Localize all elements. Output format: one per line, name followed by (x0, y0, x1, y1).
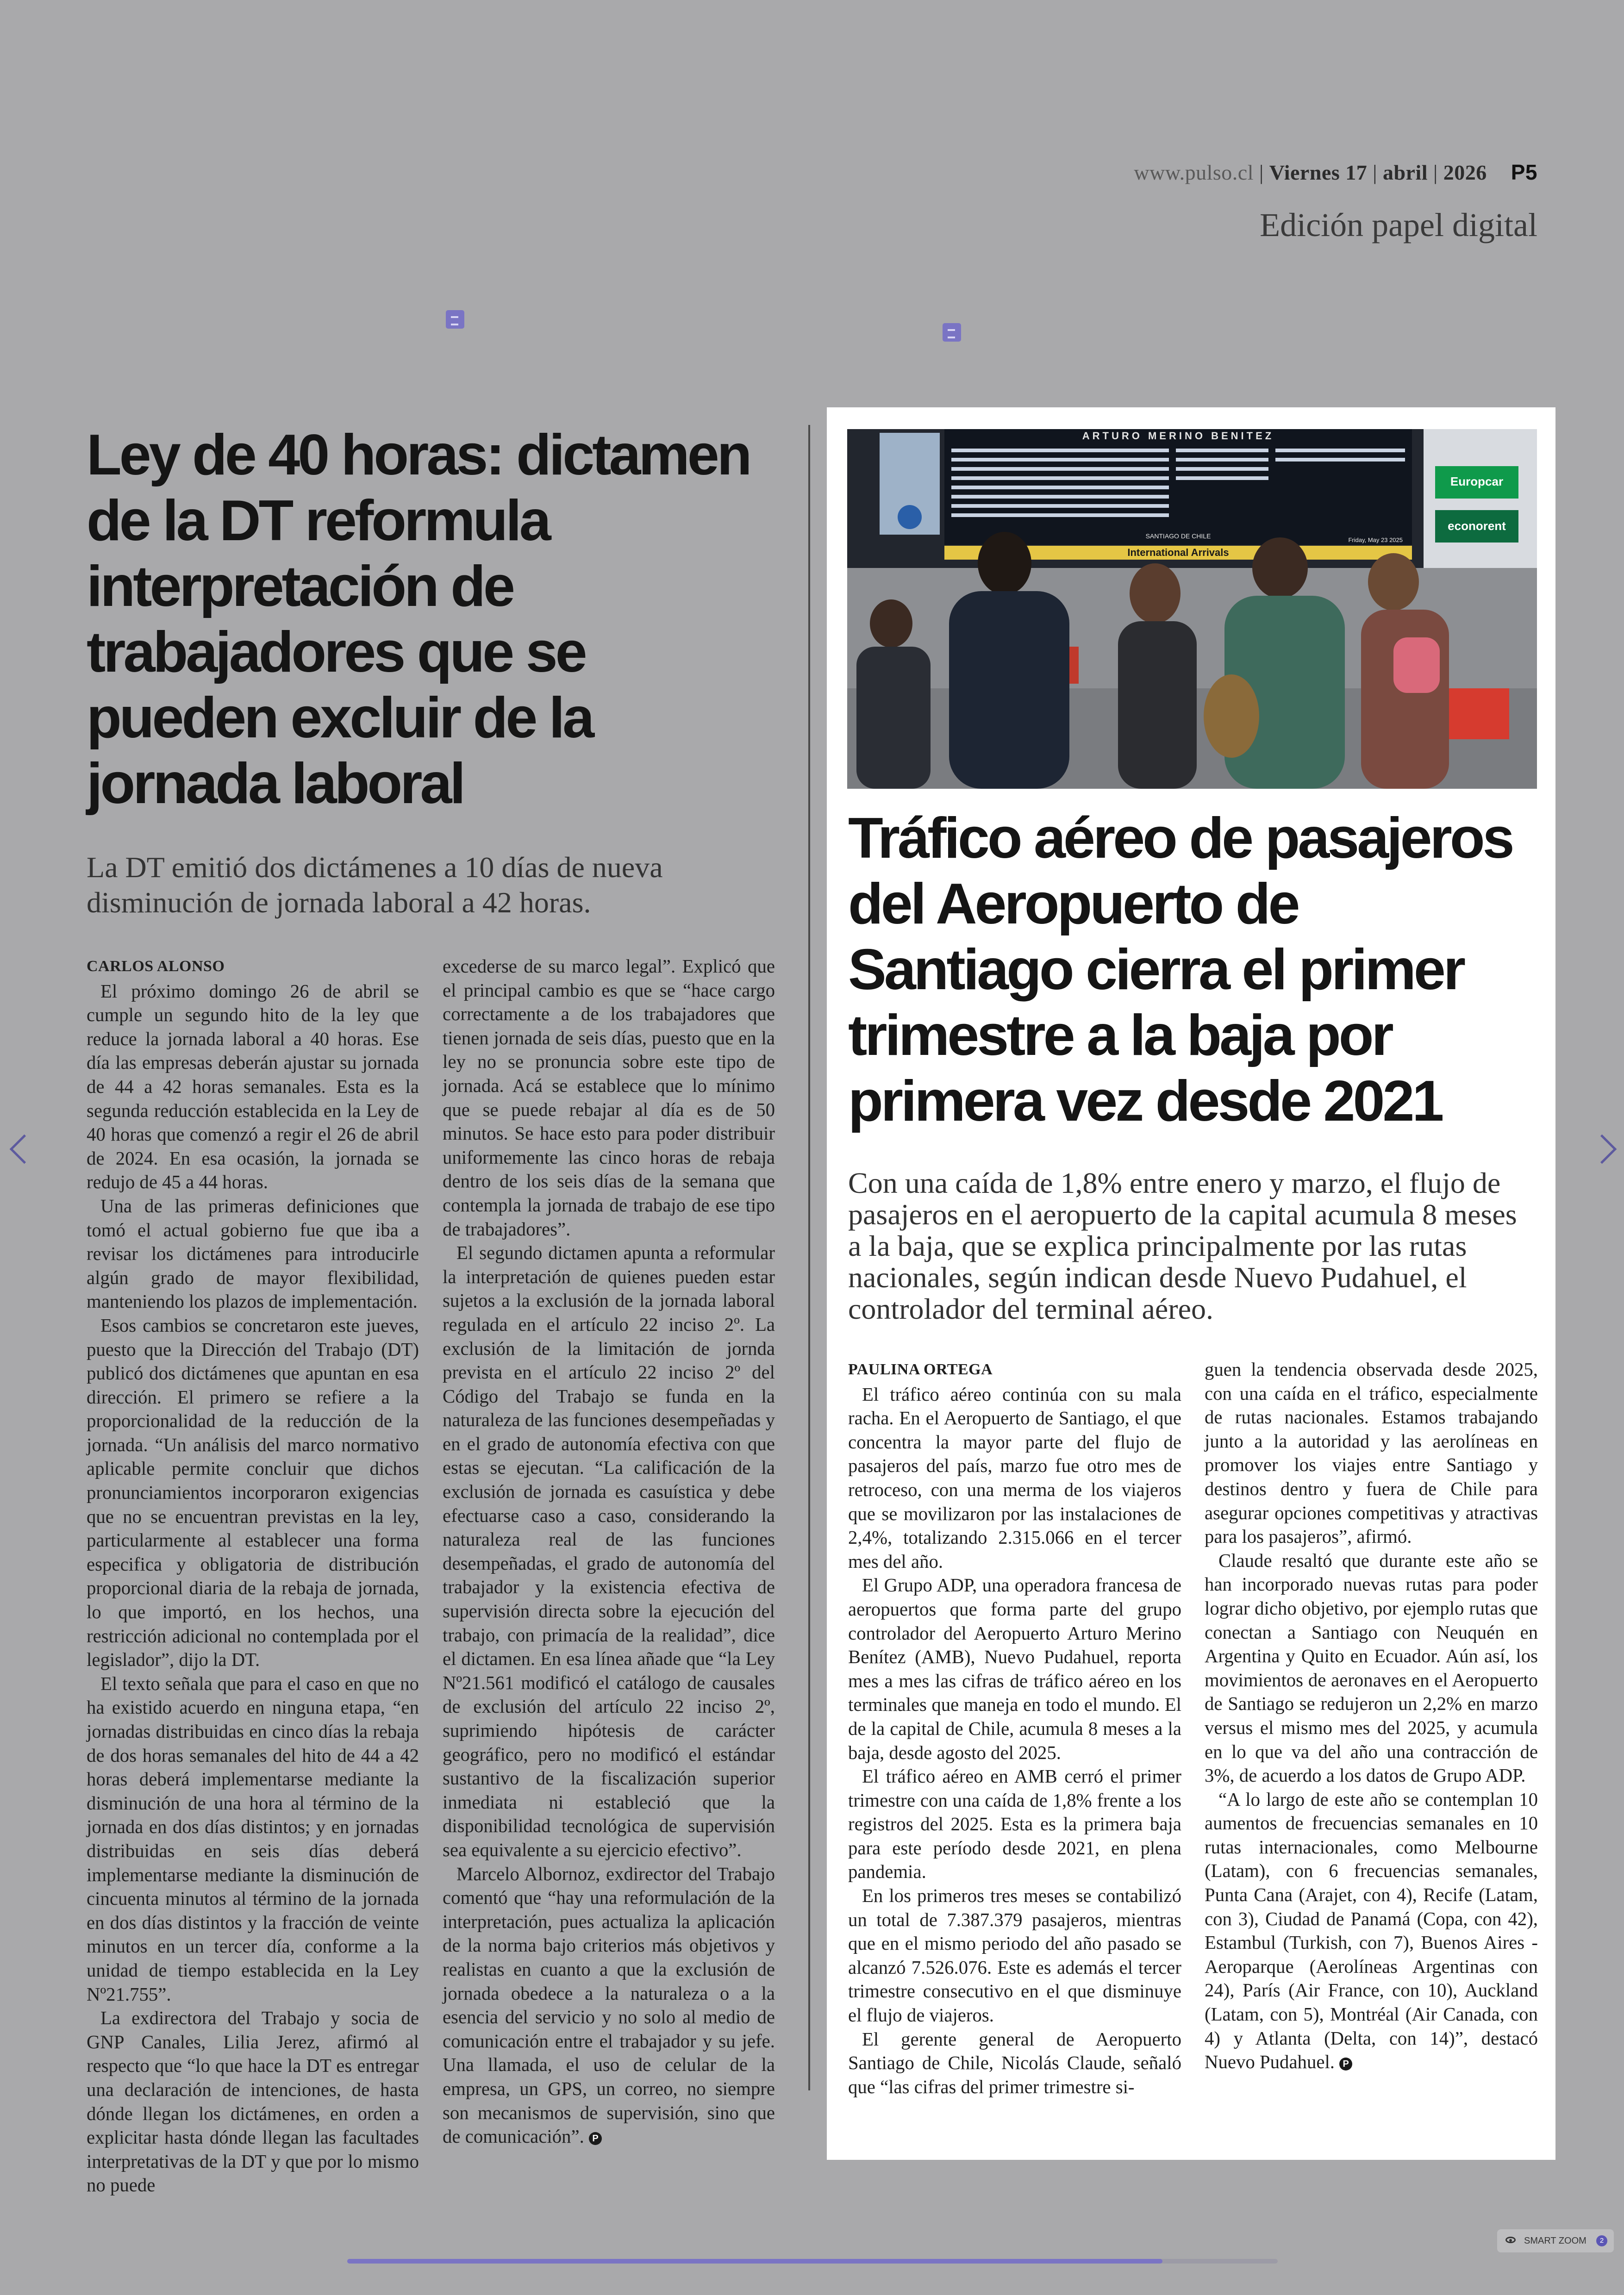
airport-photo-illustration (847, 429, 1537, 789)
airport-photo (847, 429, 1537, 789)
next-page-arrow-icon[interactable] (1587, 1135, 1617, 1164)
article1-column-2 (443, 954, 775, 2149)
end-mark-icon: P (589, 2132, 602, 2145)
paragraph: El tráfico aéreo en AMB cerró el primer trimestre con una caída de 1,8% frente a los registros del 2025. Esta es la primera baja para este período desde 2021, en plena pandemia. (848, 1766, 1181, 1883)
page-scroll-progress[interactable] (347, 2259, 1162, 2264)
board-date: Friday, May 23 2025 (1348, 536, 1403, 543)
paragraph: La exdirectora del Trabajo y socia de GNP Canales, Lilia Jerez, afirmó al respecto que “lo que hace la DT es entregar una declaración de intenciones, de hasta dónde llegan los dictámenes, en orden a explicitar hasta dónde llegan las facultades interpretativas de la DT y que por lo mismo no puede (87, 2008, 419, 2196)
paragraph-text: “A lo largo de este año se contemplan 10 aumentos de frecuencias semanales en 10 rutas internacionales, como Melbourne (Latam), con 6 frecuencias semanales, Punta Cana (Arajet, con 4), Recife (Latam, con 3), Ciudad de Panamá (Copa, con 42), Estambul (Turkish, con 7), Buenos Aires -Aeroparque (Aerolíneas Argentinas con 24), París (Air France, con 10), Auckland (Latam, con 5), Montréal (Air Canada, con 4) y Atlanta (Delta, con 14)”, destacó Nuevo Pudahuel. (1205, 1789, 1538, 2073)
board-caption: International Arrivals (1127, 547, 1229, 558)
board-subtitle: SANTIAGO DE CHILE (1145, 532, 1211, 540)
date-year: 2026 (1443, 161, 1487, 184)
paragraph: El texto señala que para el caso en que no ha existido acuerdo en ninguna etapa, “en jornadas distribuidas en cinco días la rebaja de dos horas semanales del hito de 44 a 42 horas deberá implementarse mediante la disminución de una hora al término de la jornada en dos días distintos; y en jornadas distribuidas en seis días deberá implementarse mediante la disminución de cincuenta minutos al término de la jornada en dos días distintos y la fracción de veinte minutos en un tercer día, conforme a la unidad de tiempo establecida en la Ley Nº21.755”. (87, 1673, 419, 2005)
masthead: www.pulso.cl | Viernes 17 | abril | 2026 P5 (1134, 160, 1537, 184)
sign-econorent: econorent (1448, 519, 1506, 533)
paragraph: El gerente general de Aeropuerto Santiago de Chile, Nicolás Claude, señaló que “las cifras del primer trimestre si- (848, 2028, 1181, 2097)
paragraph (443, 1862, 775, 2149)
site-url: www.pulso.cl (1134, 161, 1254, 184)
end-mark-icon: P (1339, 2058, 1352, 2070)
paragraph-text: Marcelo Albornoz, exdirector del Trabajo comentó que “hay una reformulación de la interpretación, pues actualiza la aplicación de la norma bajo criterios más objetivos y realistas en cuanto a que la exclusión de jornada obedece a la naturaleza o a la esencia del servicio y no solo al medio de comunicación entre el trabajador y su jefe. Una llamada, el uso de celular de la empresa, un GPS, un correo, no siempre son mecanismos de supervisión, sino que de comunicación”. (443, 1863, 775, 2147)
smart-zoom-button[interactable] (1497, 2229, 1614, 2252)
date-day: Viernes 17 (1269, 161, 1368, 184)
article1-headline: Ley de 40 horas: dictamen de la DT reformula interpretación de trabajadores que se pueden excluir de la jornada laboral (87, 423, 750, 816)
paragraph (1205, 1788, 1538, 2074)
paragraph: El Grupo ADP, una operadora francesa de aeropuertos que forma parte del grupo controlador del Aeropuerto Arturo Merino Benítez (AMB), Nuevo Pudahuel, reporta mes a mes las cifras de tráfico aéreo en los terminales que maneja en todo el mundo. El de la capital de Chile, acumula 8 meses a la baja, desde agosto del 2025. (848, 1575, 1181, 1763)
column-divider (808, 425, 810, 2090)
article2-column-2 (1205, 1358, 1538, 2074)
paragraph: excederse de su marco legal”. Explicó que el principal cambio es que se “hace cargo correctamente a de los trabajadores que tienen jornada de seis días, puesto que en la ley no se pronuncia sobre este tipo de jornada. Acá se establece que lo mínimo que se puede rebajar al día es de 50 minutos. Se hace esto para poder distribuir uniformemente las cinco horas de rebaja dentro de los seis días de la semana que contempla la jornada de trabajo de ese tipo de trabajadores”. (443, 956, 775, 1240)
article1-column-1 (87, 954, 419, 2197)
article2-deck: Con una caída de 1,8% entre enero y marzo, el flujo de pasajeros en el aeropuerto de la capital acumula 8 meses a la baja, que se explica principalmente por las rutas nacionales, según indican desde Nuevo Pudahuel, el controlador del terminal aéreo. (848, 1166, 1517, 1325)
paragraph: Esos cambios se concretaron este jueves, puesto que la Dirección del Trabajo (DT) publicó dos dictámenes que apuntan en esa dirección. El primero se refiere a la proporcionalidad de la reducción de la jornada. “Un análisis del marco normativo aplicable permite concluir que dichos pronunciamientos incorporaron exigencias que no se encuentran previstas en la ley, particularmente al establecer una forma especifica y obligatoria de distribución proporcional diaria de la rebaja de jornada, lo que importó, en los hechos, una restricción adicional no contemplada por el legislador”, dijo la DT. (87, 1315, 419, 1671)
article2-byline: PAULINA ORTEGA (848, 1361, 993, 1378)
article2-column-1 (848, 1358, 1181, 2099)
previous-page-arrow-icon[interactable] (10, 1135, 39, 1164)
article-link-marker[interactable] (446, 310, 464, 329)
board-title: ARTURO MERINO BENITEZ (1082, 430, 1274, 442)
article-link-marker[interactable] (943, 323, 961, 342)
paragraph: El próximo domingo 26 de abril se cumple un segundo hito de la ley que reduce la jornada laboral a 40 horas. Ese día las empresas deberán ajustar su jornada de 44 a 42 horas semanales. Esta es la segunda reducción establecida en la Ley de 40 horas que comenzó a regir el 26 de abril de 2024. En esa ocasión, la jornada se redujo de 45 a 44 horas. (87, 980, 419, 1193)
date-month: abril (1382, 161, 1428, 184)
smart-zoom-badge: 2 (1596, 2235, 1607, 2246)
article1-byline: CARLOS ALONSO (87, 958, 225, 975)
paragraph: El segundo dictamen apunta a reformular la interpretación de quienes pueden estar sujetos a la exclusión de la jornada laboral regulada en el artículo 22 inciso 2º. La exclusión de la limitación de jornda prevista en el artículo 22 inciso 2º del Código del Trabajo se funda en la naturaleza de las funciones desempeñadas y en el grado de autonomía efectiva con que estas se ejecutan. “La calificación de la exclusión de jornada es casuística y debe efectuarse caso a caso, considerando la naturaleza real de las funciones desempeñadas, el grado de autonomía del trabajador y la existencia efectiva de supervisión directa sobre la ejecución del trabajo, con primacía de la realidad”, dice el dictamen. En esa línea añade que “la Ley Nº21.561 modificó el catálogo de causales de exclusión del artículo 22 inciso 2º, suprimiendo hipótesis de carácter geográfico, pero no modificó el estándar sustantivo de la fiscalización superior inmediata ni estableció que la disponibilidad tecnológica de supervisión sea equivalente a su ejercicio efectivo”. (443, 1242, 775, 1860)
paragraph: guen la tendencia observada desde 2025, con una caída en el tráfico, especialmente de rutas nacionales. Estamos trabajando junto a la autoridad y las aerolíneas en promover los viajes entre Santiago y destinos dentro y fuera de Chile para asegurar opciones competitivas y atractivas para los pasajeros”, afirmó. (1205, 1359, 1538, 1547)
smart-zoom-label: SMART ZOOM (1524, 2236, 1587, 2246)
paragraph: Claude resaltó que durante este año se han incorporado nuevas rutas para poder lograr dicho objetivo, por ejemplo rutas que conectan a Santiago con Neuquén en Argentina y Quito en Ecuador. Aún así, los movimientos de aeronaves en el Aeropuerto de Santiago se redujeron un 2,2% en marzo versus el mismo mes del 2025, y acumula en lo que va del año una contracción de 3%, de acuerdo a los datos de Grupo ADP. (1205, 1550, 1538, 1786)
paragraph: En los primeros tres meses se contabilizó un total de 7.387.379 pasajeros, mientras que en el mismo periodo del año pasado se alcanzó 7.526.076. Este es además el tercer trimestre consecutivo en el que disminuye el flujo de viajeros. (848, 1885, 1181, 2026)
article2-headline: Tráfico aéreo de pasajeros del Aeropuerto de Santiago cierra el primer trimestre a la baja por primera vez desde 2021 (848, 806, 1512, 1133)
paragraph: Una de las primeras definiciones que tomó el actual gobierno fue que iba a revisar los dictámenes para introducirle algún grado de mayor flexibilidad, manteniendo los plazos de implementación. (87, 1195, 419, 1312)
paragraph: El tráfico aéreo continúa con su mala racha. En el Aeropuerto de Santiago, el que concentra la mayor parte del flujo de pasajeros del país, marzo fue otro mes de retroceso, con una merma de los viajeros que se movilizaron por las instalaciones de 2,4%, totalizando 2.315.066 en el tercer mes del año. (848, 1384, 1181, 1572)
article1-deck: La DT emitió dos dictámenes a 10 días de nueva disminución de jornada laboral a 42 horas. (87, 851, 663, 919)
sign-europcar: Europcar (1450, 474, 1504, 488)
page-number: P5 (1511, 160, 1537, 184)
edition-label: Edición papel digital (1260, 206, 1537, 243)
eye-icon (1505, 2237, 1516, 2243)
